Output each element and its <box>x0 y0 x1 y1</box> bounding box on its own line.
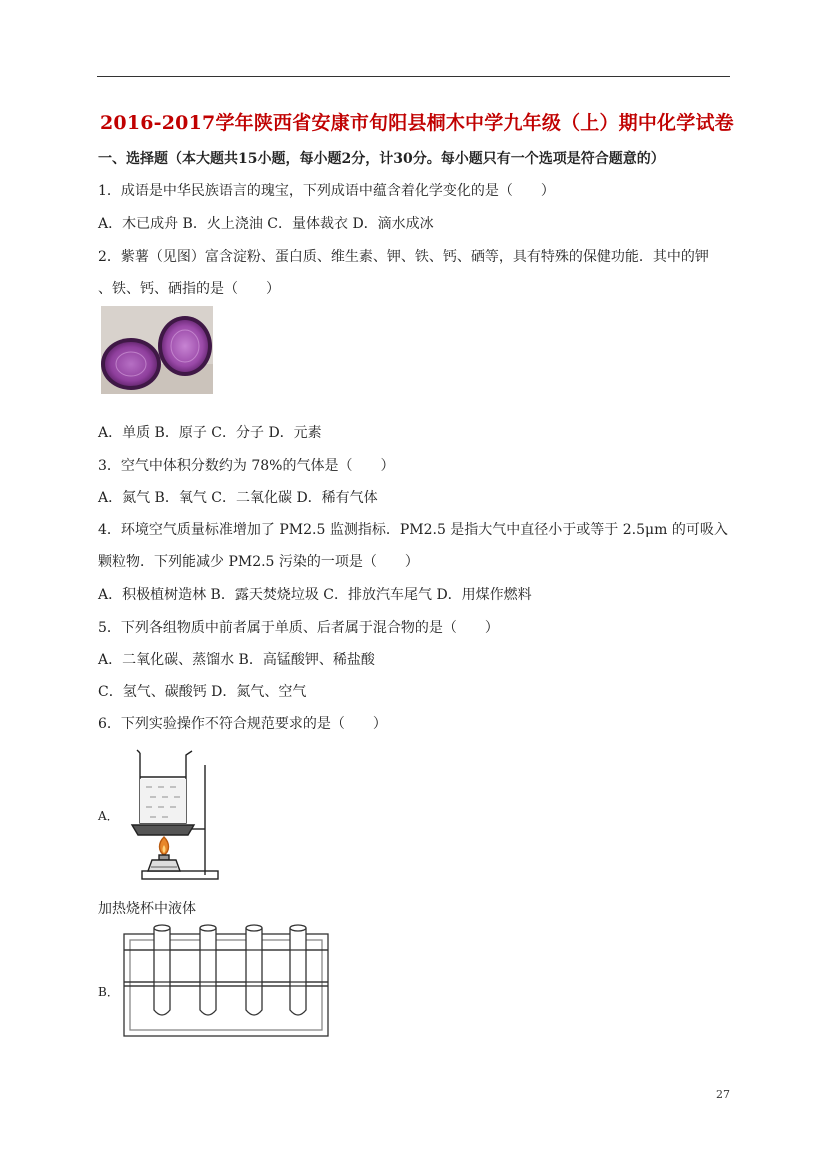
option-a-caption: 加热烧杯中液体 <box>98 901 196 917</box>
question-3-options: A．氮气 B．氧气 C．二氧化碳 D．稀有气体 <box>98 490 378 506</box>
header-rule <box>97 76 730 77</box>
question-5: 5．下列各组物质中前者属于单质、后者属于混合物的是（ ） <box>98 620 499 636</box>
question-5-options-1: A．二氧化碳、蒸馏水 B．高锰酸钾、稀盐酸 <box>98 652 375 668</box>
section-heading: 一、选择题（本大题共15小题，每小题2分，计30分。每小题只有一个选项是符合题意的） <box>98 151 665 167</box>
question-1: 1．成语是中华民族语言的瑰宝，下列成语中蕴含着化学变化的是（ ） <box>98 183 555 199</box>
question-5-options-2: C．氢气、碳酸钙 D．氮气、空气 <box>98 684 307 700</box>
question-1-options: A．木已成舟 B．火上浇油 C．量体裁衣 D．滴水成冰 <box>98 216 434 232</box>
page-number: 27 <box>716 1088 730 1101</box>
option-b-label: B． <box>98 985 119 999</box>
question-3: 3．空气中体积分数约为 78%的气体是（ ） <box>98 458 395 474</box>
option-a-label: A． <box>98 809 119 823</box>
test-tube-rack-figure <box>120 920 332 1038</box>
question-4-options: A．积极植树造林 B．露天焚烧垃圾 C．排放汽车尾气 D．用煤作燃料 <box>98 587 532 603</box>
question-4-line-2: 颗粒物．下列能减少 PM2.5 污染的一项是（ ） <box>98 554 419 570</box>
question-6: 6．下列实验操作不符合规范要求的是（ ） <box>98 716 387 732</box>
question-2-options: A．单质 B．原子 C．分子 D．元素 <box>98 425 322 441</box>
question-2-line-2: 、铁、钙、硒指的是（ ） <box>98 281 280 297</box>
sweet-potato-image <box>101 306 213 394</box>
question-2-line-1: 2．紫薯（见图）富含淀粉、蛋白质、维生素、钾、铁、钙、硒等，具有特殊的保健功能．其中的钾 <box>98 249 709 265</box>
page-title: 2016-2017学年陕西省安康市旬阳县桐木中学九年级（上）期中化学试卷 <box>100 112 734 134</box>
question-4-line-1: 4．环境空气质量标准增加了 PM2.5 监测指标．PM2.5 是指大气中直径小于或等于 2.5μm 的可吸入 <box>98 522 728 538</box>
beaker-heating-figure <box>122 747 222 883</box>
